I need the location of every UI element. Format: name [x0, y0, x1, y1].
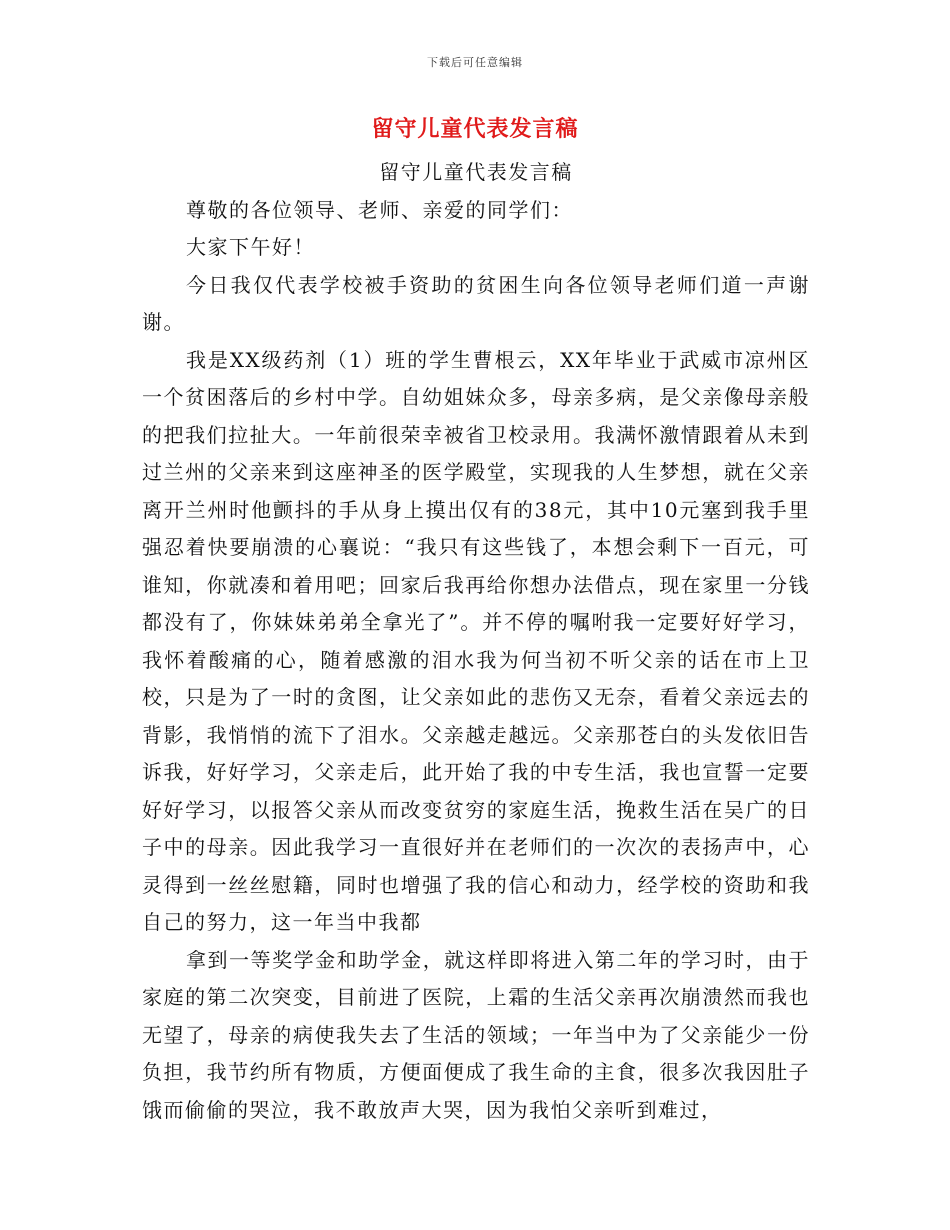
paragraph: 我是XX级药剂（1）班的学生曹根云，XX年毕业于武威市凉州区一个贫困落后的乡村中学。自幼姐妹众多，母亲多病，是父亲像母亲般的把我们拉扯大。一年前很荣幸被省卫校录用。我满怀激情跟着从未到过兰州的父亲来到这座神圣的医学殿堂，实现我的人生梦想，就在父亲离开兰州时他颤抖的手从身上摸出仅有的38元，其中10元塞到我手里强忍着快要崩溃的心襄说：“我只有这些钱了，本想会剩下一百元，可谁知，你就凑和着用吧；回家后我再给你想办法借点，现在家里一分钱都没有了，你妹妹弟弟全拿光了”。并不停的嘱咐我一定要好好学习，我怀着酸痛的心，随着感激的泪水我为何当初不听父亲的话在市上卫校，只是为了一时的贪图，让父亲如此的悲伤又无奈，看着父亲远去的背影，我悄悄的流下了泪水。父亲越走越远。父亲那苍白的头发依旧告诉我，好好学习，父亲走后，此开始了我的中专生活，我也宣誓一定要好好学习，以报答父亲从而改变贫穷的家庭生活，挽救生活在吴广的日子中的母亲。因此我学习一直很好并在老师们的一次次的表扬声中，心灵得到一丝丝慰籍，同时也增强了我的信心和动力，经学校的资助和我自己的努力，这一年当中我都	[142, 347, 810, 934]
salutation: 大家下午好！	[186, 235, 315, 259]
paragraph: 今日我仅代表学校被手资助的贫困生向各位领导老师们道一声谢谢。	[142, 272, 810, 334]
document-title: 留守儿童代表发言稿	[371, 116, 579, 142]
document-body	[142, 154, 810, 1129]
paragraph: 拿到一等奖学金和助学金，就这样即将进入第二年的学习时，由于家庭的第二次突变，目前进了医院，上霜的生活父亲再次崩溃然而我也无望了，母亲的病使我失去了生活的领域；一年当中为了父亲能少一份负担，我节约所有物质，方便面便成了我生命的主食，很多次我因肚子饿而偷偷的哭泣，我不敢放声大哭，因为我怕父亲听到难过，	[142, 947, 810, 1122]
document-subtitle: 留守儿童代表发言稿	[379, 160, 573, 184]
greeting: 尊敬的各位领导、老师、亲爱的同学们：	[186, 197, 573, 222]
header-note: 下载后可任意编辑	[427, 56, 523, 69]
